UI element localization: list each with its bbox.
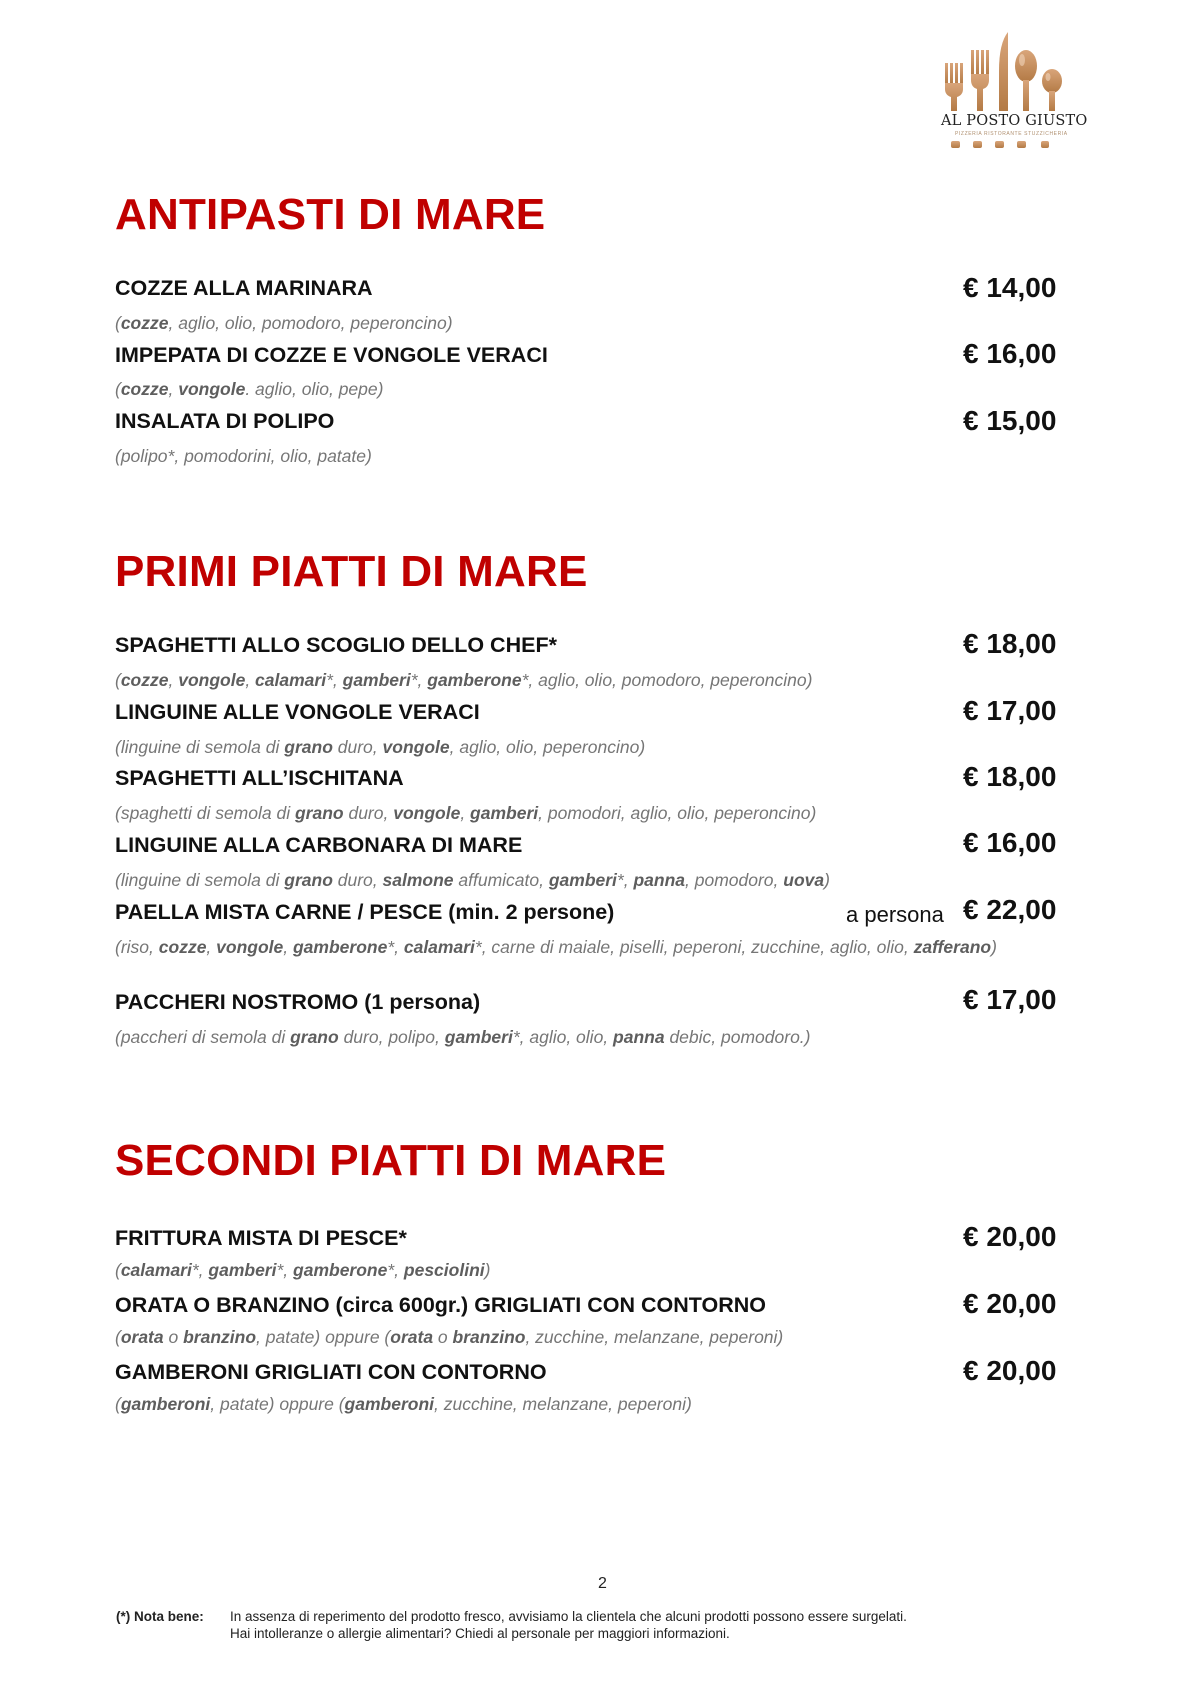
item-name: COZZE ALLA MARINARA <box>115 276 373 300</box>
item-description: (gamberoni, patate) oppure (gamberoni, zucchine, melanzane, peperoni) <box>115 1394 692 1414</box>
logo-subtitle: PIZZERIA RISTORANTE STUZZICHERIA <box>955 131 1068 137</box>
item-price: € 15,00 <box>963 405 1057 436</box>
footnote-line-1: In assenza di reperimento del prodotto fresco, avvisiamo la clientela che alcuni prodotti possono essere surgelati. <box>230 1609 907 1624</box>
section-title-primi: PRIMI PIATTI DI MARE <box>115 547 588 596</box>
item-description: (spaghetti di semola di grano duro, vongole, gamberi, pomodori, aglio, olio, peperoncino) <box>115 803 817 823</box>
footnote-label: (*) Nota bene: <box>116 1609 204 1624</box>
item-description: (cozze, vongole, calamari*, gamberi*, gamberone*, aglio, olio, pomodoro, peperoncino) <box>115 670 813 690</box>
item-price: € 22,00 <box>963 894 1057 925</box>
restaurant-logo <box>935 28 1105 156</box>
section-title-antipasti: ANTIPASTI DI MARE <box>115 190 546 239</box>
item-price: € 18,00 <box>963 761 1057 792</box>
item-description: (cozze, aglio, olio, pomodoro, peperoncino) <box>115 313 453 333</box>
page-number: 2 <box>598 1575 607 1592</box>
item-price: € 14,00 <box>963 272 1057 303</box>
item-name: LINGUINE ALLE VONGOLE VERACI <box>115 700 480 724</box>
item-name: LINGUINE ALLA CARBONARA DI MARE <box>115 833 523 857</box>
item-description: (cozze, vongole. aglio, olio, pepe) <box>115 379 384 399</box>
item-description: (orata o branzino, patate) oppure (orata o branzino, zucchine, melanzane, peperoni) <box>115 1327 784 1347</box>
footnote-line-2: Hai intolleranze o allergie alimentari? Chiedi al personale per maggiori informazioni. <box>230 1626 730 1641</box>
item-description: (linguine di semola di grano duro, vongole, aglio, olio, peperoncino) <box>115 737 646 757</box>
item-description: (linguine di semola di grano duro, salmone affumicato, gamberi*, panna, pomodoro, uova) <box>115 870 830 890</box>
item-name: SPAGHETTI ALL’ISCHITANA <box>115 766 404 790</box>
item-description: (calamari*, gamberi*, gamberone*, pesciolini) <box>115 1260 491 1280</box>
item-name: FRITTURA MISTA DI PESCE* <box>115 1226 407 1250</box>
logo-title: AL POSTO GIUSTO <box>941 113 1088 129</box>
item-name: IMPEPATA DI COZZE E VONGOLE VERACI <box>115 343 548 367</box>
item-price: € 18,00 <box>963 628 1057 659</box>
item-price: € 16,00 <box>963 827 1057 858</box>
item-name: PAELLA MISTA CARNE / PESCE (min. 2 persone) <box>115 900 615 924</box>
item-name: ORATA O BRANZINO (circa 600gr.) GRIGLIATI CON CONTORNO <box>115 1293 767 1317</box>
item-name: GAMBERONI GRIGLIATI CON CONTORNO <box>115 1360 547 1384</box>
item-unit-label: a persona <box>846 902 944 927</box>
item-description: (polipo*, pomodorini, olio, patate) <box>115 446 372 466</box>
footnote <box>116 1608 907 1642</box>
item-description: (paccheri di semola di grano duro, polipo, gamberi*, aglio, olio, panna debic, pomodoro.) <box>115 1027 811 1047</box>
section-title-secondi: SECONDI PIATTI DI MARE <box>115 1136 667 1185</box>
item-price: € 16,00 <box>963 338 1057 369</box>
item-price: € 20,00 <box>963 1288 1057 1319</box>
item-price: € 20,00 <box>963 1221 1057 1252</box>
item-name: INSALATA DI POLIPO <box>115 409 335 433</box>
item-price: € 17,00 <box>963 984 1057 1015</box>
item-name: SPAGHETTI ALLO SCOGLIO DELLO CHEF* <box>115 633 557 657</box>
item-price: € 20,00 <box>963 1355 1057 1386</box>
item-description: (riso, cozze, vongole, gamberone*, calamari*, carne di maiale, piselli, peperoni, zucchine, aglio, olio, zafferano) <box>115 937 997 957</box>
item-price: € 17,00 <box>963 695 1057 726</box>
item-name: PACCHERI NOSTROMO (1 persona) <box>115 990 481 1014</box>
